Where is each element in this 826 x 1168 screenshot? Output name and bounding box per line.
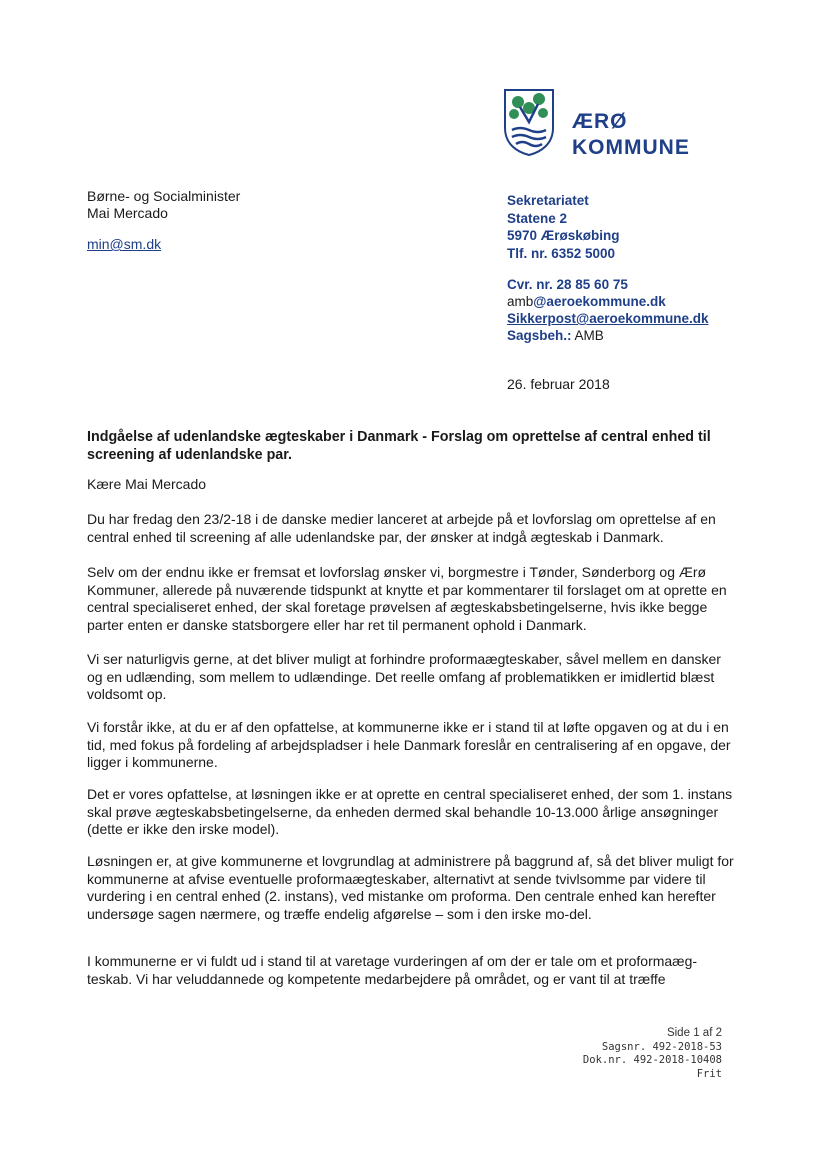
sender-department: Sekretariatet <box>507 193 589 208</box>
body-paragraph: Det er vores opfattelse, at løsningen ikke er at oprette en central specialiseret enhed, der som 1. instans skal prøve ægteskabsbetingelserne, da enheden dermed skal behandle 10-13.000 årlige ansøgninger (dette er ikke den irske model). <box>87 786 733 837</box>
municipality-crest-logo <box>503 88 555 156</box>
secure-mail-link[interactable]: Sikkerpost@aeroekommune.dk <box>507 311 709 326</box>
sender-phone: Tlf. nr. 6352 5000 <box>507 245 616 261</box>
body-paragraph: Løsningen er, at give kommunerne et lovgrundlag at administrere på baggrund af, så det bliver muligt for kommunerne at afvise eventuelle proformaægteskaber, alternativt at sende tvivlsomme par videre til vurdering i en central enhed (2. instans), ved mistanke om proforma. Den centrale enhed kan herefter undersøge sagen nærmere, og træffe endelig afgørelse – som i den irske mo-del. <box>87 853 734 922</box>
sender-address-block <box>507 192 620 262</box>
body-paragraph: Du har fredag den 23/2-18 i de danske medier lanceret at arbejde på et lovforslag om oprettelse af en central enhed til screening af alle udenlandske par, der ønsker at indgå ægteskab i Danmark. <box>87 511 716 545</box>
page-total: 2 <box>715 1027 722 1039</box>
sender-street: Statene 2 <box>507 210 568 226</box>
sender-cvr: Cvr. nr. 28 85 60 75 <box>507 277 628 292</box>
caseworker-label: Sagsbeh.: <box>507 328 572 343</box>
page-number: 1 <box>693 1027 700 1039</box>
access-status: Frit <box>696 1067 722 1080</box>
sender-email-prefix: amb <box>507 294 534 309</box>
body-paragraph: I kommunerne er vi fuldt ud i stand til at varetage vurderingen af om der er tale om et proformaæg-teskab. Vi har veluddannede og kompetente medarbejdere på området, og er vant til at træffe <box>87 953 698 987</box>
caseworker-value: AMB <box>574 328 604 343</box>
sender-contact-block <box>507 276 709 344</box>
letter-date: 26. februar 2018 <box>507 376 610 392</box>
sender-email[interactable] <box>507 293 709 310</box>
salutation: Kære Mai Mercado <box>87 476 207 492</box>
body-paragraph: Selv om der endnu ikke er fremsat et lovforslag ønsker vi, borgmestre i Tønder, Sønderborg og Ærø Kommuner, allerede på nuværende tidspunkt at knytte et par kommentarer til forslaget om at oprette en central specialiseret enhed, der skal foretage prøvelsen af ægteskabsbetingelserne, hvis ikke begge parter enten er danske statsborgere eller har ret til permanent ophold i Danmark. <box>87 564 727 633</box>
brand-line-2: KOMMUNE <box>572 136 690 159</box>
sender-email-domain: @aeroekommune.dk <box>533 294 666 309</box>
body-paragraph: Vi ser naturligvis gerne, at det bliver muligt at forhindre proformaægteskaber, såvel mellem en dansker og en udlænding, som mellem to udlændinge. Det reelle omfang af problematikken er imidlertid blæst voldsomt op. <box>87 651 721 702</box>
page-indicator <box>583 1027 722 1041</box>
page-of-label: af <box>702 1027 713 1039</box>
body-paragraph: Vi forstår ikke, at du er af den opfattelse, at kommunerne ikke er i stand til at løfte opgaven og at du i en tid, med fokus på fordeling af arbejdspladser i hele Danmark foreslår en centralisering af en opgave, der ligger i kommunerne. <box>87 719 731 770</box>
recipient-title: Børne- og Socialminister <box>87 188 241 204</box>
recipient-email-link[interactable]: min@sm.dk <box>87 236 162 252</box>
recipient-block <box>87 188 240 222</box>
page-footer <box>583 1027 722 1081</box>
case-number: Sagsnr. 492-2018-53 <box>601 1040 722 1053</box>
page-label: Side <box>666 1027 690 1039</box>
sender-city: 5970 Ærøskøbing <box>507 228 620 243</box>
brand-line-1: ÆRØ <box>572 110 628 133</box>
municipality-wordmark <box>572 111 690 158</box>
recipient-name: Mai Mercado <box>87 205 168 221</box>
document-number: Dok.nr. 492-2018-10408 <box>582 1054 722 1066</box>
letter-subject: Indgåelse af udenlandske ægteskaber i Danmark - Forslag om oprettelse af central enhed til screening af udenlandske par. <box>87 429 711 463</box>
